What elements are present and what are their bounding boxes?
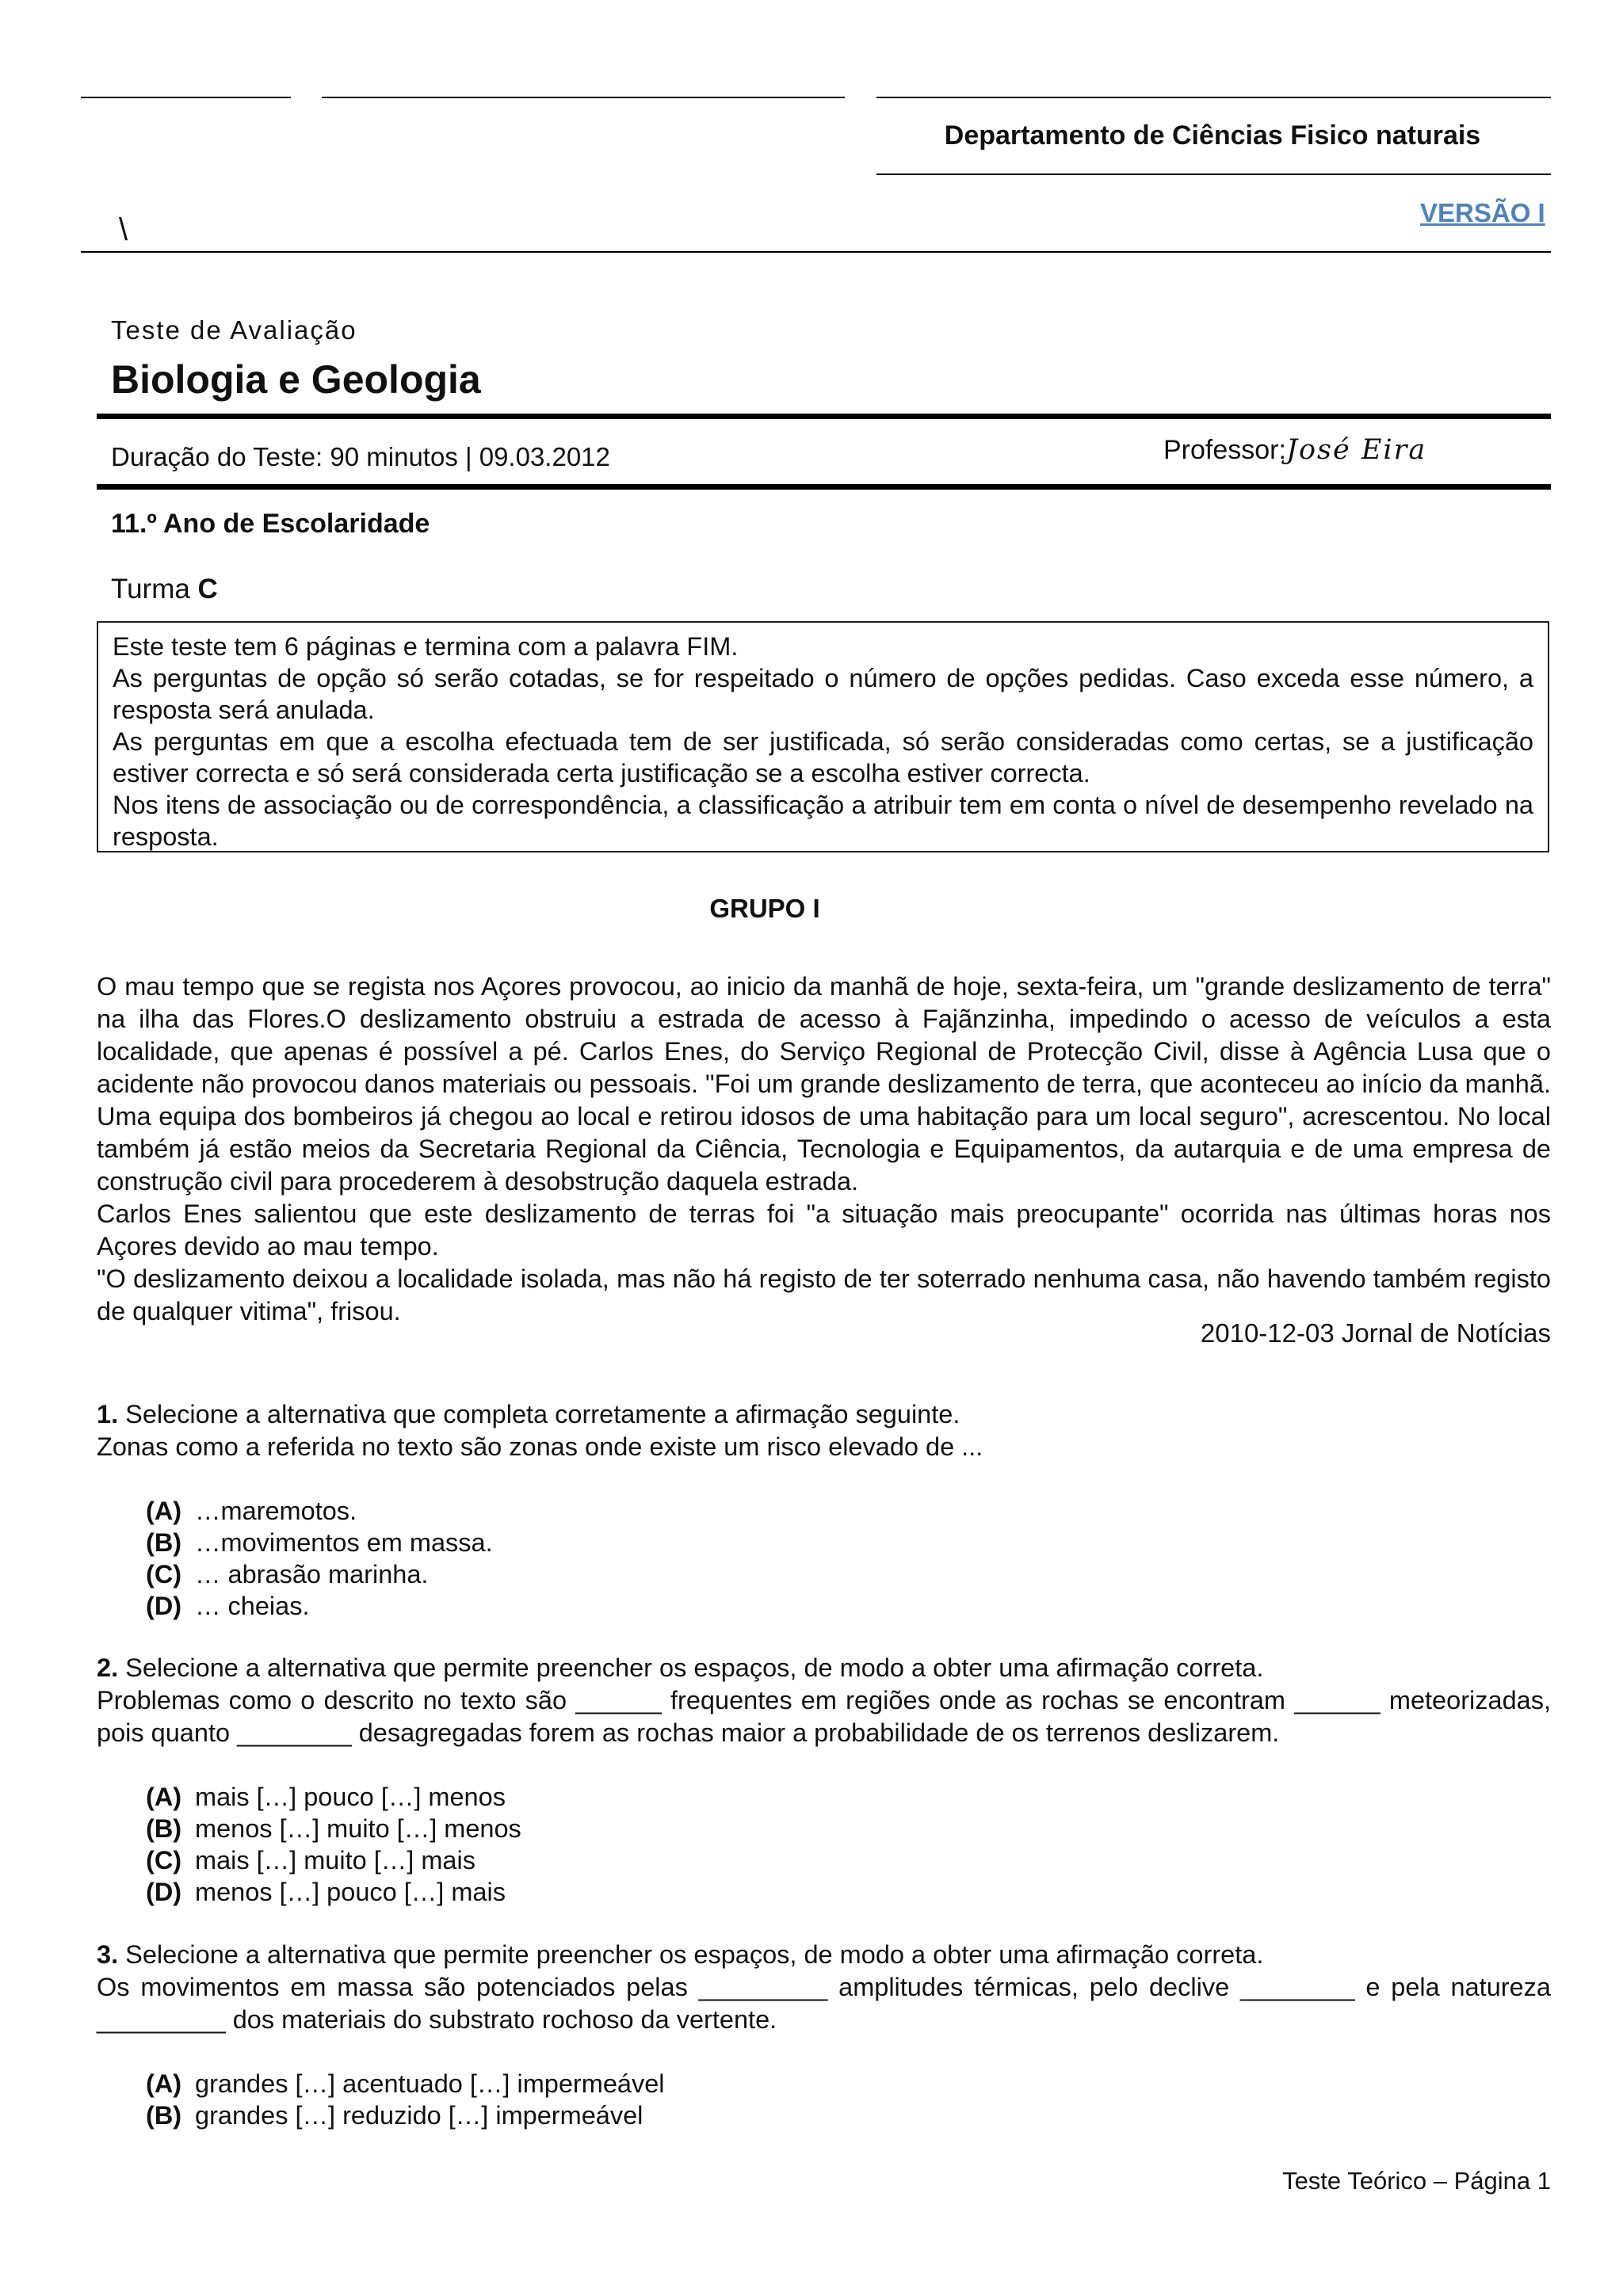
option-item[interactable]	[146, 1527, 1551, 1558]
option-list	[146, 2068, 1551, 2131]
passage-paragraph: "O deslizamento deixou a localidade isolada, mas não há registo de ter soterrado nenhuma casa, não havendo também registo de qualquer vitima", frisou.	[97, 1264, 1551, 1325]
option-item[interactable]	[146, 1781, 1551, 1813]
option-label: (B)	[146, 2101, 182, 2130]
professor	[1163, 434, 1426, 466]
option-text: mais […] muito […] mais	[195, 1846, 475, 1875]
option-label: (B)	[146, 1814, 182, 1843]
reading-passage	[97, 971, 1551, 1328]
option-text: grandes […] acentuado […] impermeável	[195, 2069, 665, 2098]
department-name: Departamento de Ciências Fisico naturais	[944, 120, 1481, 151]
subject-title: Biologia e Geologia	[111, 357, 481, 402]
test-duration: Duração do Teste: 90 minutos | 09.03.2012	[111, 442, 610, 471]
header-line-left	[81, 97, 291, 98]
option-label: (D)	[146, 1878, 182, 1906]
option-label: (A)	[146, 2069, 182, 2098]
option-list	[146, 1781, 1551, 1908]
header-bottom-line	[81, 251, 1551, 253]
question-statement: Os movimentos em massa são potenciados pelas _________ amplitudes térmicas, pelo declive ________ e pela natureza _________ dos materiais do substrato rochoso da vertente.	[97, 1973, 1551, 2034]
professor-label: Professor:	[1163, 435, 1286, 465]
question-text: Selecione a alternativa que completa corretamente a afirmação seguinte.	[118, 1400, 960, 1428]
option-text: menos […] muito […] menos	[195, 1814, 521, 1843]
question-prompt	[97, 1398, 1551, 1431]
option-list	[146, 1495, 1551, 1622]
option-item[interactable]	[146, 1813, 1551, 1844]
option-label: (B)	[146, 1528, 182, 1557]
question-1	[97, 1398, 1551, 1622]
passage-paragraph: O mau tempo que se regista nos Açores provocou, ao inicio da manhã de hoje, sexta-feira, um "grande deslizamento de terra" na ilha das Flores.O deslizamento obstruiu a estrada de acesso à Fajãnzinha, impedindo o acesso de veículos a esta localidade, que apenas é possível a pé. Carlos Enes, do Serviço Regional de Protecção Civil, disse à Agência Lusa que o acidente não provocou danos materiais ou pessoais. "Foi um grande deslizamento de terra, que aconteceu ao início da manhã. Uma equipa dos bombeiros já chegou ao local e retirou idosos de uma habitação para um local seguro", acrescentou. No local também já estão meios da Secretaria Regional da Ciência, Tecnologia e Equipamentos, da autarquia e de uma empresa de construção civil para procederem à desobstrução daquela estrada.	[97, 972, 1551, 1196]
option-text: … cheias.	[195, 1592, 310, 1620]
question-number: 3.	[97, 1940, 119, 1969]
option-text: …movimentos em massa.	[195, 1528, 493, 1557]
school-year: 11.º Ano de Escolaridade	[111, 509, 430, 539]
option-item[interactable]	[146, 1495, 1551, 1527]
question-prompt	[97, 1652, 1551, 1684]
option-text: …maremotos.	[195, 1497, 357, 1525]
title-divider-top	[97, 414, 1551, 419]
option-item[interactable]	[146, 2100, 1551, 2131]
question-number: 2.	[97, 1653, 119, 1682]
option-label: (A)	[146, 1783, 182, 1811]
instruction-item: Este teste tem 6 páginas e termina com a palavra FIM.	[113, 632, 739, 661]
option-label: (D)	[146, 1592, 182, 1620]
question-text: Selecione a alternativa que permite preencher os espaços, de modo a obter uma afirmação correta.	[118, 1940, 1264, 1969]
question-2	[97, 1652, 1551, 1908]
option-text: mais […] pouco […] menos	[195, 1783, 506, 1811]
passage-paragraph: Carlos Enes salientou que este deslizamento de terras foi "a situação mais preocupante" ocorrida nas últimas horas nos Açores devido ao mau tempo.	[97, 1199, 1551, 1261]
instruction-item: Nos itens de associação ou de correspondência, a classificação a atribuir tem em conta o nível de desempenho revelado na resposta.	[113, 791, 1533, 851]
question-text: Selecione a alternativa que permite preencher os espaços, de modo a obter uma afirmação correta.	[118, 1653, 1264, 1682]
class-group	[111, 574, 218, 605]
title-divider-bottom	[97, 484, 1551, 490]
option-text: … abrasão marinha.	[195, 1560, 429, 1589]
option-item[interactable]	[146, 1844, 1551, 1876]
version-link[interactable]: VERSÃO I	[1420, 198, 1545, 227]
test-type: Teste de Avaliação	[111, 315, 357, 345]
passage-source: 2010-12-03 Jornal de Notícias	[1200, 1318, 1551, 1348]
header-line-middle	[322, 97, 845, 98]
instructions-box	[97, 621, 1549, 852]
header-line-right	[876, 97, 1551, 98]
question-statement: Problemas como o descrito no texto são ______ frequentes em regiões onde as rochas se encontram ______ meteorizadas, pois quanto ________ desagregadas forem as rochas maior a probabilidade de os terrenos deslizarem.	[97, 1686, 1551, 1747]
option-item[interactable]	[146, 2068, 1551, 2100]
page-footer: Teste Teórico – Página 1	[1282, 2167, 1551, 2195]
department-underline	[876, 174, 1551, 175]
instruction-item: As perguntas em que a escolha efectuada tem de ser justificada, só serão consideradas como certas, se a justificação estiver correcta e só será considerada certa justificação se a escolha estiver correcta.	[113, 727, 1533, 788]
option-item[interactable]	[146, 1876, 1551, 1908]
option-text: menos […] pouco […] mais	[195, 1878, 506, 1906]
option-item[interactable]	[146, 1590, 1551, 1622]
option-label: (C)	[146, 1846, 182, 1875]
option-label: (A)	[146, 1497, 182, 1525]
question-number: 1.	[97, 1400, 119, 1428]
header-mark: \	[119, 212, 128, 247]
option-label: (C)	[146, 1560, 182, 1589]
question-3	[97, 1939, 1551, 2131]
instruction-item: As perguntas de opção só serão cotadas, se for respeitado o número de opções pedidas. Caso exceda esse número, a resposta será anulada.	[113, 664, 1533, 724]
option-item[interactable]	[146, 1558, 1551, 1590]
question-statement: Zonas como a referida no texto são zonas onde existe um risco elevado de ...	[97, 1432, 983, 1461]
class-value: C	[197, 574, 218, 605]
class-label: Turma	[111, 574, 198, 605]
group-title: GRUPO I	[709, 894, 820, 923]
professor-name: José Eira	[1285, 434, 1427, 466]
option-text: grandes […] reduzido […] impermeável	[195, 2101, 643, 2130]
question-prompt	[97, 1939, 1551, 1971]
